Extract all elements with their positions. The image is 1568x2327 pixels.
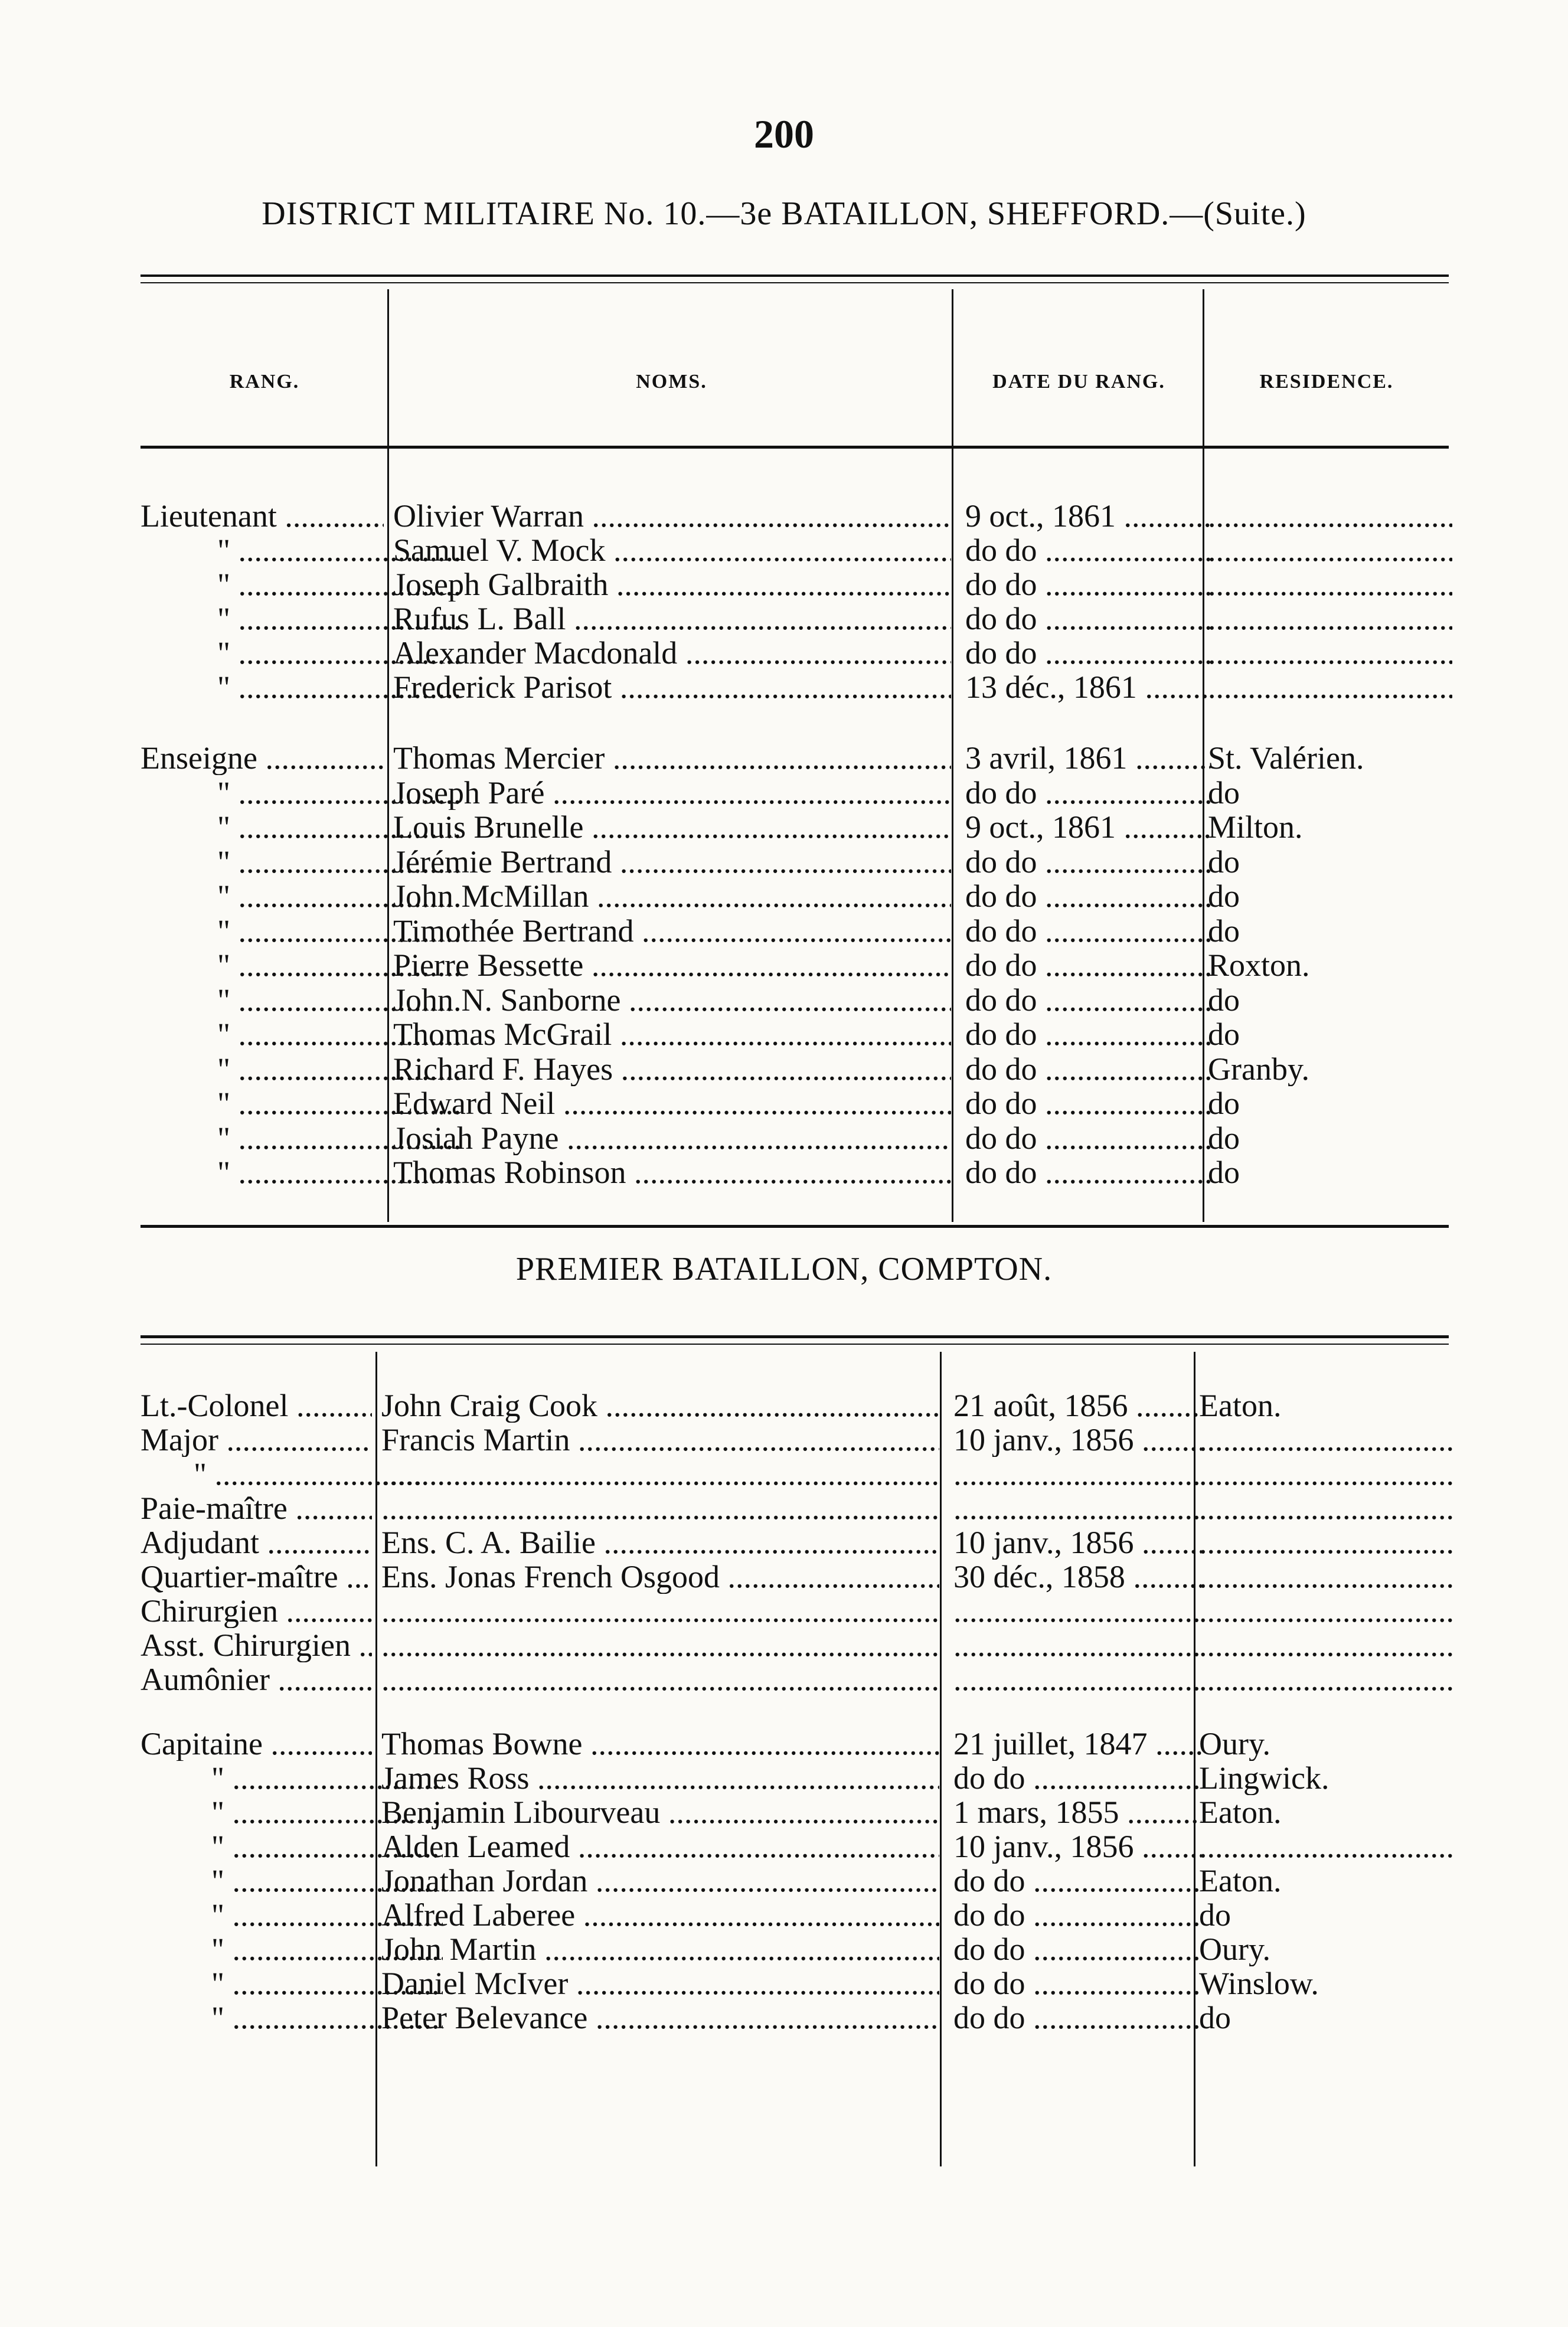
rank-cell: " ..... (141, 914, 460, 948)
name-cell: James Ross ..... (378, 1761, 939, 1795)
rank-cell: " ..... (141, 602, 460, 636)
rank-cell: " ..... (141, 1966, 443, 2001)
date-cell: 21 août, 1856 ..... (942, 1388, 1201, 1423)
table-row (0, 1052, 1568, 1086)
name-cell: John McMillan ..... (390, 879, 951, 913)
rank-cell: " ..... (141, 533, 460, 567)
name-cell: Edward Neil ..... (390, 1086, 951, 1120)
table-row (0, 1491, 1568, 1525)
date-cell: do do ..... (953, 1017, 1210, 1051)
name-cell: John Martin ..... (378, 1932, 939, 1966)
date-cell: do do ..... (953, 1052, 1210, 1086)
rank-cell: " ..... (141, 776, 460, 810)
name-cell: Josiah Payne ..... (390, 1121, 951, 1155)
date-cell: do do ..... (953, 567, 1210, 602)
residence-cell (1195, 1594, 1452, 1628)
rank-cell: Major ..... (141, 1423, 372, 1457)
residence-cell: do (1199, 1898, 1231, 1932)
date-cell: do do ..... (942, 1966, 1201, 2001)
name-cell: Thomas Bowne ..... (378, 1727, 939, 1761)
rank-cell: Paie-maître ..... (141, 1491, 372, 1525)
residence-cell: St. Valérien. (1208, 741, 1364, 775)
table-row (0, 983, 1568, 1017)
date-cell: do do ..... (953, 845, 1210, 879)
rank-cell: " ..... (141, 2001, 443, 2035)
residence-cell (1195, 1829, 1452, 1864)
table-row (0, 602, 1568, 636)
table-row (0, 567, 1568, 602)
date-cell: do do ..... (953, 948, 1210, 982)
residence-cell: Lingwick. (1199, 1761, 1329, 1795)
header-rang: RANG. (229, 371, 300, 393)
subsection-rule-thin (141, 1344, 1449, 1345)
name-cell (378, 1662, 939, 1697)
date-cell: do do ..... (953, 636, 1210, 670)
rank-cell: " ..... (141, 1052, 460, 1086)
table-row (0, 1525, 1568, 1560)
date-cell: 10 janv., 1856 ..... (942, 1829, 1201, 1864)
table-row (0, 1727, 1568, 1761)
date-cell: 3 avril, 1861 ..... (953, 741, 1210, 775)
residence-cell: do (1208, 844, 1240, 879)
table-row (0, 810, 1568, 844)
rank-cell: " ..... (141, 1121, 460, 1155)
name-cell: Thomas Robinson ..... (390, 1155, 951, 1189)
table-row (0, 1662, 1568, 1697)
date-cell: do do ..... (953, 983, 1210, 1017)
residence-cell: Granby. (1208, 1051, 1309, 1086)
rank-cell: " ..... (141, 1898, 443, 1932)
name-cell: Timothée Bertrand ..... (390, 914, 951, 948)
residence-cell: do (1208, 775, 1240, 810)
date-cell: 10 janv., 1856 ..... (942, 1525, 1201, 1560)
name-cell: Ens. Jonas French Osgood ..... (378, 1560, 939, 1594)
rank-cell: Lt.-Colonel ..... (141, 1388, 372, 1423)
rank-cell: " ..... (141, 1457, 425, 1491)
residence-cell (1204, 670, 1452, 704)
header-rule-top-thin (141, 282, 1449, 283)
name-cell: Peter Belevance ..... (378, 2001, 939, 2035)
header-residence: RESIDENCE. (1259, 371, 1394, 393)
date-cell: do do ..... (953, 776, 1210, 810)
name-cell: Rufus L. Ball ..... (390, 602, 951, 636)
header-date: DATE DU RANG. (992, 371, 1165, 393)
date-cell: 9 oct., 1861 ..... (953, 499, 1210, 533)
residence-cell (1204, 567, 1452, 602)
table-row (0, 776, 1568, 810)
residence-cell: do (1208, 982, 1240, 1017)
date-cell (942, 1594, 1201, 1628)
date-cell: do do ..... (942, 1932, 1201, 1966)
date-cell (942, 1662, 1201, 1697)
table-row (0, 1560, 1568, 1594)
name-cell (378, 1457, 939, 1491)
subsection-rule (141, 1335, 1449, 1338)
date-cell: 30 déc., 1858 ..... (942, 1560, 1201, 1594)
name-cell: Jonathan Jordan ..... (378, 1864, 939, 1898)
residence-cell: do (1199, 2001, 1231, 2035)
table-row (0, 1457, 1568, 1491)
date-cell: do do ..... (953, 879, 1210, 913)
residence-cell: do (1208, 1120, 1240, 1155)
name-cell (378, 1491, 939, 1525)
rank-cell: " ..... (141, 1761, 443, 1795)
date-cell (942, 1491, 1201, 1525)
rank-cell: " ..... (141, 567, 460, 602)
name-cell: Jérémie Bertrand ..... (390, 845, 951, 879)
residence-cell: do (1208, 1017, 1240, 1051)
residence-cell (1204, 499, 1452, 533)
date-cell: do do ..... (942, 2001, 1201, 2035)
table-row (0, 2001, 1568, 2035)
date-cell: 1 mars, 1855 ..... (942, 1795, 1201, 1829)
header-noms: NOMS. (636, 371, 707, 393)
date-cell: do do ..... (953, 1155, 1210, 1189)
section-rule (141, 1225, 1449, 1228)
name-cell: Olivier Warran ..... (390, 499, 951, 533)
table-row (0, 1388, 1568, 1423)
table-row (0, 1155, 1568, 1189)
header-rule-bottom (141, 446, 1449, 449)
residence-cell: Eaton. (1199, 1388, 1282, 1423)
rank-cell: " ..... (141, 670, 460, 704)
table-row (0, 845, 1568, 879)
residence-cell (1195, 1662, 1452, 1697)
rank-cell: " ..... (141, 1086, 460, 1120)
residence-cell (1204, 636, 1452, 670)
table-row (0, 1829, 1568, 1864)
table-row (0, 1628, 1568, 1662)
date-cell: do do ..... (953, 1121, 1210, 1155)
residence-cell (1204, 533, 1452, 567)
table-row (0, 948, 1568, 982)
table-row (0, 636, 1568, 670)
name-cell: Joseph Paré ..... (390, 776, 951, 810)
residence-cell: do (1208, 1155, 1240, 1189)
date-cell (942, 1628, 1201, 1662)
residence-cell (1195, 1423, 1452, 1457)
date-cell: do do ..... (942, 1864, 1201, 1898)
name-cell (378, 1628, 939, 1662)
page-title: DISTRICT MILITAIRE No. 10.—3e BATAILLON, SHEFFORD.—(Suite.) (262, 195, 1306, 232)
rank-cell: " ..... (141, 1864, 443, 1898)
residence-cell: Milton. (1208, 810, 1303, 844)
name-cell: John Craig Cook ..... (378, 1388, 939, 1423)
residence-cell: Roxton. (1208, 948, 1310, 982)
residence-cell (1204, 602, 1452, 636)
table-row (0, 879, 1568, 913)
date-cell: do do ..... (953, 914, 1210, 948)
table-row (0, 670, 1568, 704)
rank-cell: " ..... (141, 1829, 443, 1864)
rank-cell: " ..... (141, 948, 460, 982)
residence-cell (1195, 1560, 1452, 1594)
residence-cell (1195, 1525, 1452, 1560)
rank-cell: " ..... (141, 1155, 460, 1189)
name-cell: Daniel McIver ..... (378, 1966, 939, 2001)
table-row (0, 1864, 1568, 1898)
date-cell: 10 janv., 1856 ..... (942, 1423, 1201, 1457)
residence-cell: Eaton. (1199, 1795, 1282, 1829)
name-cell: Richard F. Hayes ..... (390, 1052, 951, 1086)
rank-cell: " ..... (141, 1017, 460, 1051)
name-cell: Alfred Laberee ..... (378, 1898, 939, 1932)
table-row (0, 1086, 1568, 1120)
date-cell: do do ..... (953, 1086, 1210, 1120)
name-cell: Frederick Parisot ..... (390, 670, 951, 704)
rank-cell: Chirurgien ..... (141, 1594, 372, 1628)
date-cell: 9 oct., 1861 ..... (953, 810, 1210, 844)
table-row (0, 1761, 1568, 1795)
rank-cell: Enseigne ..... (141, 741, 384, 775)
table-row (0, 1594, 1568, 1628)
table-row (0, 533, 1568, 567)
name-cell: John N. Sanborne ..... (390, 983, 951, 1017)
residence-cell: do (1208, 879, 1240, 913)
rank-cell: " ..... (141, 636, 460, 670)
rank-cell: Lieutenant ..... (141, 499, 384, 533)
rank-cell: " ..... (141, 879, 460, 913)
rank-cell: Capitaine ..... (141, 1727, 372, 1761)
rank-cell: " ..... (141, 1932, 443, 1966)
rank-cell: " ..... (141, 983, 460, 1017)
rank-cell: " ..... (141, 810, 460, 844)
table-row (0, 1932, 1568, 1966)
section-subtitle: PREMIER BATAILLON, COMPTON. (515, 1251, 1053, 1287)
date-cell: 21 juillet, 1847 ..... (942, 1727, 1201, 1761)
date-cell: do do ..... (953, 533, 1210, 567)
residence-cell (1195, 1491, 1452, 1525)
rank-cell: Quartier-maître ..... (141, 1560, 372, 1594)
table-row (0, 499, 1568, 533)
name-cell: Samuel V. Mock ..... (390, 533, 951, 567)
residence-cell: Oury. (1199, 1932, 1270, 1966)
rank-cell: Adjudant ..... (141, 1525, 372, 1560)
date-cell (942, 1457, 1201, 1491)
table-row (0, 1017, 1568, 1051)
table-row (0, 914, 1568, 948)
residence-cell: Eaton. (1199, 1864, 1282, 1898)
name-cell: Alden Leamed ..... (378, 1829, 939, 1864)
name-cell: Francis Martin ..... (378, 1423, 939, 1457)
residence-cell (1195, 1457, 1452, 1491)
table-row (0, 1966, 1568, 2001)
name-cell: Thomas Mercier ..... (390, 741, 951, 775)
residence-cell: Oury. (1199, 1727, 1270, 1761)
rank-cell: Aumônier ..... (141, 1662, 372, 1697)
date-cell: 13 déc., 1861 ..... (953, 670, 1210, 704)
name-cell: Benjamin Libourveau ..... (378, 1795, 939, 1829)
table-row (0, 1423, 1568, 1457)
name-cell: Pierre Bessette ..... (390, 948, 951, 982)
residence-cell (1195, 1628, 1452, 1662)
residence-cell: Winslow. (1199, 1966, 1319, 2001)
table-row (0, 1121, 1568, 1155)
name-cell: Ens. C. A. Bailie ..... (378, 1525, 939, 1560)
page-number: 200 (754, 112, 814, 156)
table-row (0, 741, 1568, 775)
date-cell: do do ..... (942, 1761, 1201, 1795)
residence-cell: do (1208, 913, 1240, 948)
name-cell: Joseph Galbraith ..... (390, 567, 951, 602)
name-cell: Thomas McGrail ..... (390, 1017, 951, 1051)
table-row (0, 1795, 1568, 1829)
header-rule-top (141, 274, 1449, 277)
rank-cell: Asst. Chirurgien ..... (141, 1628, 372, 1662)
rank-cell: " ..... (141, 845, 460, 879)
date-cell: do do ..... (953, 602, 1210, 636)
name-cell: Alexander Macdonald ..... (390, 636, 951, 670)
table-row (0, 1898, 1568, 1932)
residence-cell: do (1208, 1086, 1240, 1120)
date-cell: do do ..... (942, 1898, 1201, 1932)
rank-cell: " ..... (141, 1795, 443, 1829)
name-cell: Louis Brunelle ..... (390, 810, 951, 844)
name-cell (378, 1594, 939, 1628)
